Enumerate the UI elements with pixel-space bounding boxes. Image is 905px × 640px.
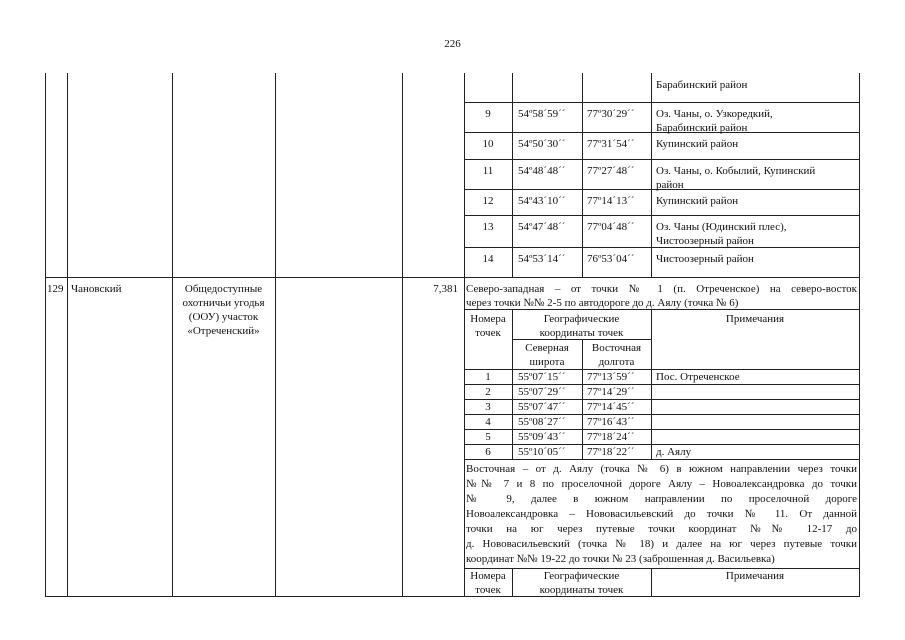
- point-number: 6: [485, 446, 491, 458]
- column-rule: [402, 73, 403, 597]
- point-number: 10: [482, 138, 494, 150]
- boundary-text: через точки №№ 2-5 по автодороге до д. Аялу (точка № 6): [466, 297, 739, 309]
- header-points: точек: [475, 327, 501, 339]
- note-text: район: [656, 179, 684, 191]
- point-number: 5: [485, 431, 491, 443]
- boundary-text: № 9, далее в южном направлении по проселочной дороге: [466, 493, 857, 505]
- boundary-text: Северо-западная – от точки № 1 (п. Отреченское) на северо-восток: [466, 283, 857, 295]
- row-rule: [45, 277, 860, 278]
- header-longitude: Восточная: [591, 342, 642, 354]
- note-text: Оз. Чаны (Юдинский плес),: [656, 221, 787, 233]
- area-type: «Отреченский»: [187, 325, 260, 337]
- area-type: (ООУ) участок: [188, 311, 259, 323]
- note-text: Барабинский район: [656, 79, 748, 91]
- longitude-value: 77º14´13´´: [587, 195, 635, 207]
- longitude-value: 77º18´22´´: [587, 446, 635, 458]
- latitude-value: 55º08´27´´: [518, 416, 566, 428]
- note-text: д. Аялу: [656, 446, 692, 458]
- point-number: 4: [485, 416, 491, 428]
- boundary-text: координат №№ 19-22 до точки № 23 (заброшенная д. Васильевка): [466, 553, 775, 565]
- note-text: Оз. Чаны, о. Кобылий, Купинский: [656, 165, 816, 177]
- longitude-value: 77º13´59´´: [587, 371, 635, 383]
- point-number: 13: [482, 221, 494, 233]
- latitude-value: 55º09´43´´: [518, 431, 566, 443]
- header-longitude: долгота: [598, 356, 635, 368]
- header-latitude: Северная: [525, 342, 569, 354]
- note-text: Барабинский район: [656, 122, 748, 134]
- point-number: 2: [485, 386, 491, 398]
- header-points: Номера: [470, 570, 506, 582]
- row-rule: [464, 102, 860, 103]
- point-number: 3: [485, 401, 491, 413]
- latitude-value: 54º58´59´´: [518, 108, 566, 120]
- district-name: Чановский: [71, 283, 122, 295]
- latitude-value: 54º48´48´´: [518, 165, 566, 177]
- area-type: охотничьи угодья: [182, 297, 265, 309]
- note-text: Чистоозерный район: [656, 253, 754, 265]
- point-number: 11: [482, 165, 494, 177]
- table-left-border: [45, 73, 46, 597]
- boundary-text: №№ 7 и 8 по проселочной дороге Аялу – Новоалександровка до точки: [466, 478, 857, 490]
- column-rule: [275, 73, 276, 597]
- header-geo: Географические: [543, 313, 620, 325]
- page-number: 226: [444, 38, 461, 50]
- row-rule: [464, 459, 860, 460]
- latitude-value: 55º10´05´´: [518, 446, 566, 458]
- point-number: 9: [485, 108, 491, 120]
- longitude-value: 77º04´48´´: [587, 221, 635, 233]
- header-geo: Географические: [543, 570, 620, 582]
- header-geo: координаты точек: [539, 584, 624, 596]
- header-notes: Примечания: [725, 570, 785, 582]
- longitude-value: 77º14´29´´: [587, 386, 635, 398]
- table-bottom-border: [45, 596, 860, 597]
- longitude-value: 77º18´24´´: [587, 431, 635, 443]
- boundary-text: точки на юг через путевые точки координат №№ 12-17 до: [466, 523, 857, 535]
- longitude-value: 77º14´45´´: [587, 401, 635, 413]
- note-text: Купинский район: [656, 138, 739, 150]
- latitude-value: 55º07´15´´: [518, 371, 566, 383]
- header-geo: координаты точек: [539, 327, 624, 339]
- latitude-value: 54º47´48´´: [518, 221, 566, 233]
- note-text: Пос. Отреченское: [656, 371, 740, 383]
- latitude-value: 54º53´14´´: [518, 253, 566, 265]
- latitude-value: 54º50´30´´: [518, 138, 566, 150]
- boundary-text: д. Нововасильевский (точка № 18) и далее на юг через путевые точки: [466, 538, 857, 550]
- latitude-value: 55º07´47´´: [518, 401, 566, 413]
- note-text: Оз. Чаны, о. Узкоредкий,: [656, 108, 773, 120]
- latitude-value: 54º43´10´´: [518, 195, 566, 207]
- point-number: 12: [482, 195, 494, 207]
- area-type: Общедоступные: [184, 283, 263, 295]
- column-rule: [67, 73, 68, 597]
- area-value: 7,381: [433, 283, 458, 295]
- longitude-value: 77º30´29´´: [587, 108, 635, 120]
- point-number: 14: [482, 253, 494, 265]
- boundary-text: Новоалександровка – Нововасильевский до точки № 11. От данной: [466, 508, 857, 520]
- boundary-text: Восточная – от д. Аялу (точка № 6) в южном направлении через точки: [466, 463, 857, 475]
- header-points: Номера: [470, 313, 506, 325]
- header-notes: Примечания: [725, 313, 785, 325]
- longitude-value: 76º53´04´´: [587, 253, 635, 265]
- entry-number: 129: [47, 283, 64, 295]
- header-latitude: широта: [529, 356, 565, 368]
- longitude-value: 77º27´48´´: [587, 165, 635, 177]
- note-text: Чистоозерный район: [656, 235, 754, 247]
- latitude-value: 55º07´29´´: [518, 386, 566, 398]
- longitude-value: 77º31´54´´: [587, 138, 635, 150]
- point-number: 1: [485, 371, 491, 383]
- header-points: точек: [475, 584, 501, 596]
- row-rule: [464, 215, 860, 216]
- longitude-value: 77º16´43´´: [587, 416, 635, 428]
- note-text: Купинский район: [656, 195, 739, 207]
- row-rule: [464, 159, 860, 160]
- table-right-border: [859, 73, 860, 597]
